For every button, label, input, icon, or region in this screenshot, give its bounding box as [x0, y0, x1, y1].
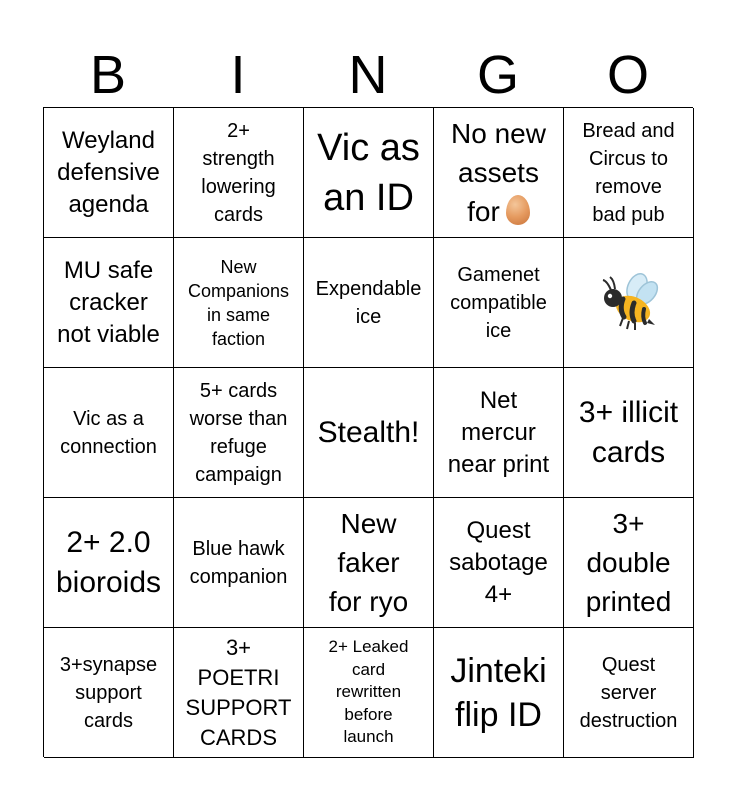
- cell-text: 3+ illicit cards: [578, 395, 679, 469]
- bingo-cell-r3c1[interactable]: [44, 368, 174, 498]
- cell-text: Quest sabotage 4+: [449, 516, 548, 608]
- cell-text: Quest server destruction: [579, 653, 678, 732]
- cell-text: Net mercur near print: [447, 386, 550, 478]
- cell-text: Vic as a connection: [60, 407, 157, 458]
- bingo-cell-r5c2[interactable]: [174, 628, 304, 758]
- bee-icon: [594, 268, 664, 338]
- cell-text: Gamenet compatible ice: [450, 263, 547, 342]
- bingo-cell-r4c2[interactable]: [174, 498, 304, 628]
- cell-text: Expendable ice: [315, 277, 422, 328]
- bingo-cell-r1c3[interactable]: [304, 108, 434, 238]
- cell-text: Vic as an ID: [317, 126, 420, 219]
- bingo-cell-r2c1[interactable]: [44, 238, 174, 368]
- cell-text: MU safe cracker not viable: [57, 256, 160, 348]
- header-letter-b: B: [89, 45, 127, 105]
- bingo-cell-r2c4[interactable]: [434, 238, 564, 368]
- cell-text: Jinteki flip ID: [450, 651, 547, 734]
- cell-text: Stealth!: [317, 415, 420, 449]
- header-letter-g: G: [476, 45, 519, 105]
- bingo-cell-r4c1[interactable]: [44, 498, 174, 628]
- bingo-cell-r5c3[interactable]: [304, 628, 434, 758]
- bingo-cell-r3c5[interactable]: [564, 368, 694, 498]
- cell-text-with-icon: [451, 114, 546, 231]
- bingo-cell-r5c5[interactable]: [564, 628, 694, 758]
- cell-text: 3+synapse support cards: [59, 653, 158, 732]
- bingo-cell-r3c3[interactable]: [304, 368, 434, 498]
- bingo-cell-r3c4[interactable]: [434, 368, 564, 498]
- bingo-cell-r5c1[interactable]: [44, 628, 174, 758]
- bingo-cell-r2c5[interactable]: [564, 238, 694, 368]
- bingo-header: [43, 44, 693, 106]
- cell-text: 2+ 2.0 bioroids: [55, 525, 162, 599]
- egg-icon: [506, 195, 530, 225]
- bingo-cell-r4c3[interactable]: [304, 498, 434, 628]
- cell-text: Weyland defensive agenda: [57, 126, 160, 218]
- cell-text: 2+ Leaked card rewritten before launch: [328, 637, 409, 747]
- cell-text: 3+ double printed: [585, 508, 672, 617]
- bingo-cell-r4c5[interactable]: [564, 498, 694, 628]
- cell-text: Blue hawk companion: [189, 537, 288, 588]
- header-letter-n: N: [348, 45, 388, 105]
- cell-text: No new assets for: [451, 118, 546, 227]
- cell-text: Bread and Circus to remove bad pub: [582, 119, 675, 226]
- cell-text: 3+ POETRI SUPPORT CARDS: [185, 634, 292, 750]
- bingo-cell-r1c5[interactable]: [564, 108, 694, 238]
- bingo-cell-r2c2[interactable]: [174, 238, 304, 368]
- bingo-cell-r1c1[interactable]: [44, 108, 174, 238]
- cell-text: 5+ cards worse than refuge campaign: [189, 379, 288, 486]
- cell-text: New faker for ryo: [328, 508, 409, 617]
- cell-text: 2+ strength lowering cards: [201, 119, 276, 226]
- bingo-cell-r2c3[interactable]: [304, 238, 434, 368]
- cell-text: New Companions in same faction: [187, 256, 290, 349]
- bingo-cell-r5c4[interactable]: [434, 628, 564, 758]
- header-letter-o: O: [606, 45, 649, 105]
- bingo-cell-r4c4[interactable]: [434, 498, 564, 628]
- bingo-cell-r1c4[interactable]: [434, 108, 564, 238]
- bingo-cell-r1c2[interactable]: [174, 108, 304, 238]
- header-letter-i: I: [230, 45, 246, 105]
- bingo-board: [43, 107, 693, 757]
- bingo-cell-r3c2[interactable]: [174, 368, 304, 498]
